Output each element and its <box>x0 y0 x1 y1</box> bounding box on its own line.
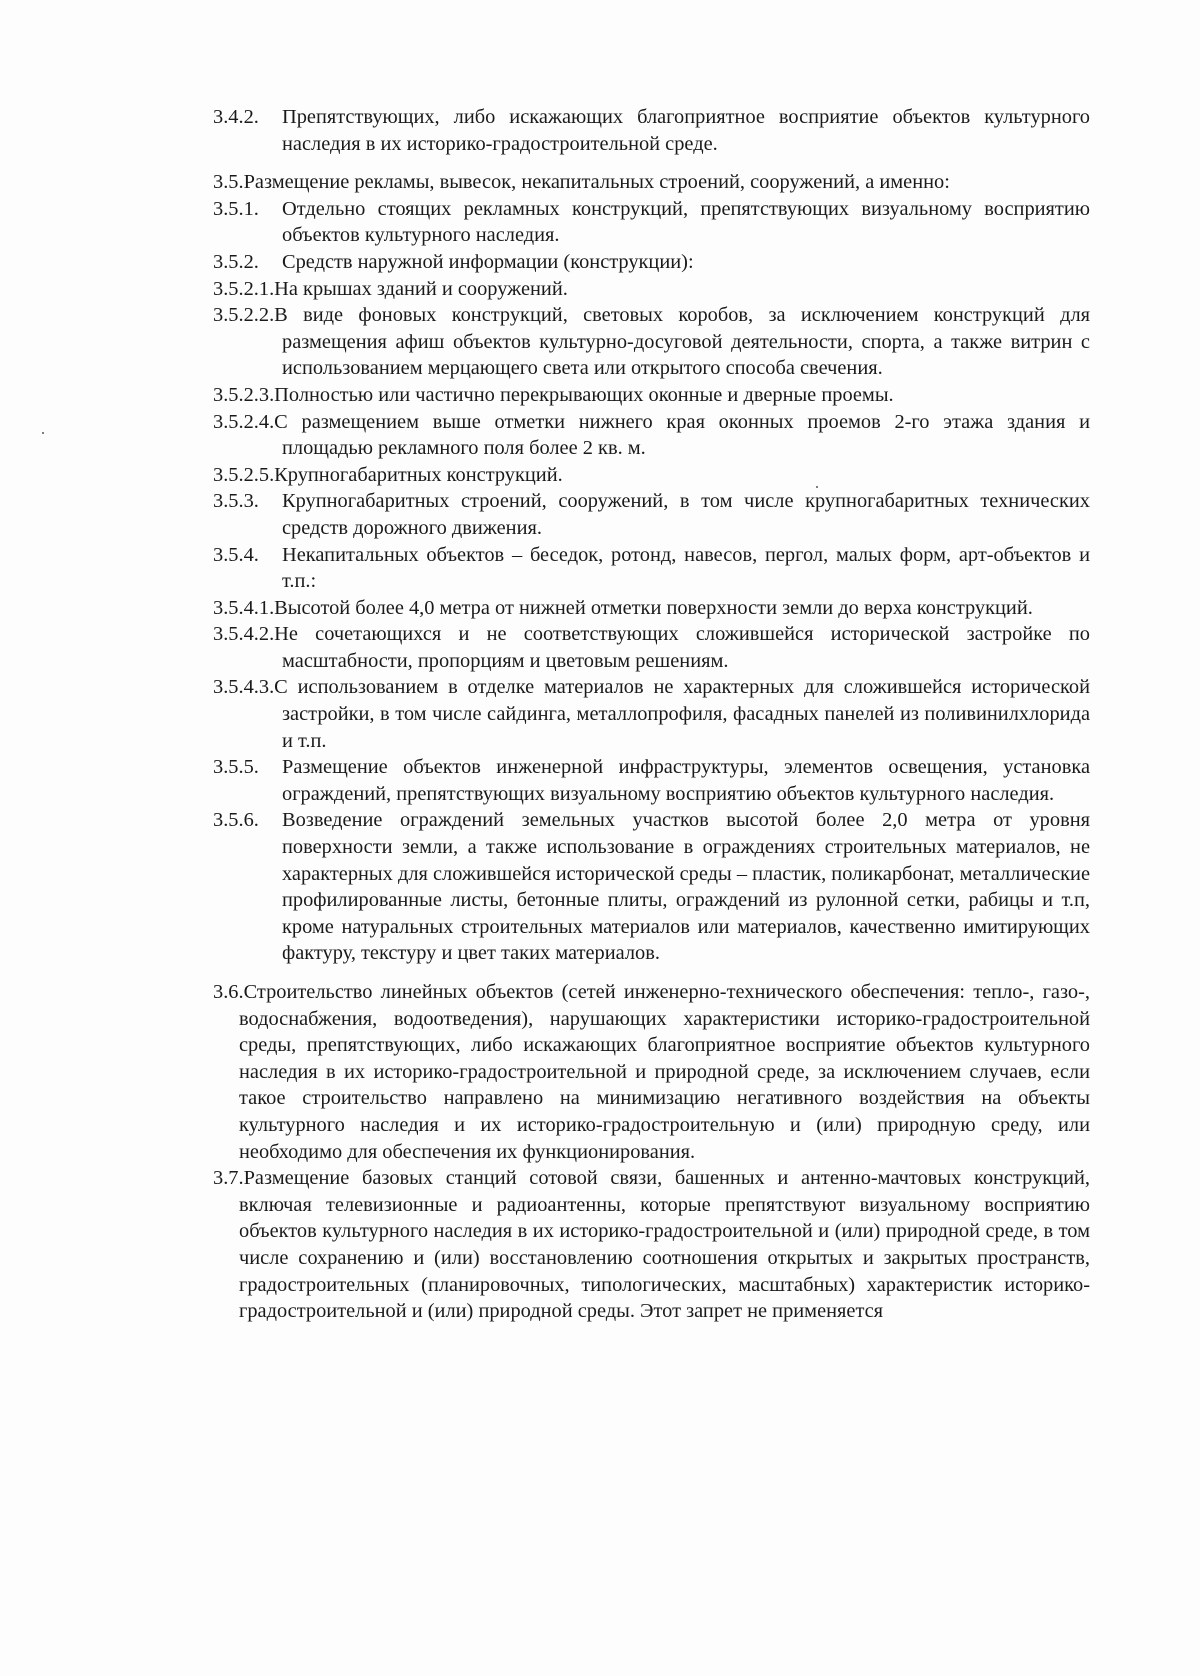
clause-text: Средств наружной информации (конструкции): <box>282 250 694 273</box>
clause-text: Возведение ограждений земельных участков высотой более 2,0 метра от уровня поверхности земли, а также использование в ограждениях строительных материалов, не характерных для сложившейся исторической среды – пластик, поликарбонат, металлические профилированные листы, бетонные плиты, ограждений из рулонной сетки, рабицы и т.п, кроме натуральных строительных материалов или материалов, качественно имитирующих фактуру, текстуру и цвет таких материалов. <box>282 809 1090 965</box>
clause-text: Отдельно стоящих рекламных конструкций, препятствующих визуальному восприятию объектов культурного наследия. <box>282 197 1090 247</box>
clause-3-5: 3.5.Размещение рекламы, вывесок, некапитальных строений, сооружений, а именно: <box>213 171 950 194</box>
clause-3-4-2 <box>213 104 1090 157</box>
clause-3-5-2-5: 3.5.2.5.Крупногабаритных конструкций. <box>213 463 563 486</box>
clause-text: Некапитальных объектов – беседок, ротонд, навесов, пергол, малых форм, арт-объектов и т.п.: <box>282 543 1090 593</box>
scan-speck <box>42 432 44 434</box>
clause-number: 3.4.2. <box>213 106 259 128</box>
clause-3-7: 3.7.Размещение базовых станций сотовой связи, башенных и антенно-мачтовых конструкций, включая телевизионные и радиоантенны, которые препятствуют визуальному восприятию объектов культурного наследия в их историко-градостроительной и (или) природной среде, в том числе сохранению и (или) восстановлению соотношения открытых и закрытых пространств, градостроительных (планировочных, типологических, масштабных) характеристик историко-градостроительной и (или) природной среды. Этот запрет не применяется <box>213 1167 1090 1323</box>
clause-3-5-2-3: 3.5.2.3.Полностью или частично перекрывающих оконные и дверные проемы. <box>213 383 894 406</box>
clause-number: 3.5.6. <box>213 809 259 832</box>
clause-number: 3.5.1. <box>213 197 259 220</box>
clause-3-5-4 <box>213 542 1090 595</box>
clause-number: 3.5.2. <box>213 250 259 273</box>
clause-3-5-2 <box>213 249 1090 276</box>
clause-3-6: 3.6.Строительство линейных объектов (сетей инженерно-технического обеспечения: тепло-, газо-, водоснабжения, водоотведения), нарушающих характеристики историко-градостроительной среды, препятствующих, либо искажающих благоприятное восприятие объектов культурного наследия в их историко-градостроительной и природной среде, за исключением случаев, если такое строительство направлено на минимизацию негативного воздействия на объекты культурного наследия и их историко-градостроительную и (или) природную среду, или необходимо для обеспечения их функционирования. <box>213 981 1090 1163</box>
clause-3-5-5 <box>213 754 1090 807</box>
clause-text: Размещение объектов инженерной инфраструктуры, элементов освещения, установка ограждений, препятствующих визуальному восприятию объектов культурного наследия. <box>282 756 1090 805</box>
clause-3-5-3 <box>213 488 1090 541</box>
clause-text: Крупногабаритных строений, сооружений, в том числе крупногабаритных технических средств дорожного движения. <box>282 490 1090 539</box>
clause-number: 3.5.5. <box>213 756 259 779</box>
clause-3-5-4-2: 3.5.4.2.Не сочетающихся и не соответствующих сложившейся исторической застройке по масштабности, пропорциям и цветовым решениям. <box>213 623 1090 672</box>
clause-number: 3.5.4. <box>213 543 259 566</box>
document-body <box>213 104 1090 1325</box>
clause-text: Препятствующих, либо искажающих благоприятное восприятие объектов культурного наследия в их историко-градостроительной среде. <box>282 106 1090 155</box>
clause-3-5-4-1: 3.5.4.1.Высотой более 4,0 метра от нижней отметки поверхности земли до верха конструкций. <box>213 596 1033 619</box>
clause-3-5-2-4: 3.5.2.4.С размещением выше отметки нижнего края оконных проемов 2-го этажа здания и площадью рекламного поля более 2 кв. м. <box>213 410 1090 460</box>
clause-3-5-1 <box>213 196 1090 249</box>
clause-number: 3.5.3. <box>213 490 259 513</box>
clause-3-5-2-2: 3.5.2.2.В виде фоновых конструкций, световых коробов, за исключением конструкций для размещения афиш объектов культурно-досуговой деятельности, спорта, а также витрин с использованием мерцающего света или открытого способа свечения. <box>213 304 1090 380</box>
clause-3-5-6 <box>213 807 1090 967</box>
clause-3-5-4-3: 3.5.4.3.С использованием в отделке материалов не характерных для сложившейся исторической застройки, в том числе сайдинга, металлопрофиля, фасадных панелей из поливинилхлорида и т.п. <box>213 676 1090 752</box>
clause-3-5-2-1: 3.5.2.1.На крышах зданий и сооружений. <box>213 277 568 300</box>
